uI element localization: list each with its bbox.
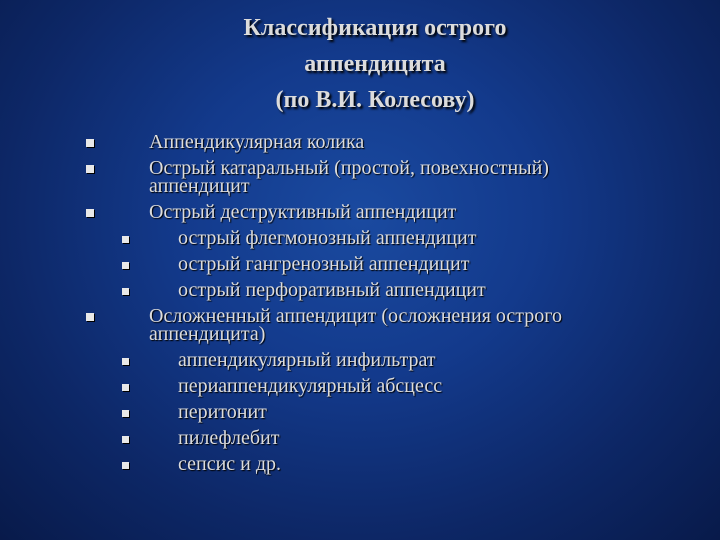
sub-list-item xyxy=(0,226,658,250)
title-line-3: (по В.И. Колесову) xyxy=(275,87,475,113)
list-item-text-continuation: аппендицита) xyxy=(149,323,266,345)
square-bullet-icon xyxy=(86,139,94,147)
square-bullet-icon xyxy=(122,358,129,365)
list-item-text: перитонит xyxy=(178,401,267,423)
sub-list-item xyxy=(0,348,658,372)
sub-list-item xyxy=(0,452,658,476)
list-item-text: сепсис и др. xyxy=(178,453,282,475)
square-bullet-icon xyxy=(122,462,129,469)
list-item-text: острый гангренозный аппендицит xyxy=(178,253,470,275)
bullet-list xyxy=(0,128,720,476)
list-item-text: Аппендикулярная колика xyxy=(149,131,365,153)
sub-list-item xyxy=(0,426,658,450)
list-item-text: аппендикулярный инфильтрат xyxy=(178,349,436,371)
sub-list-item xyxy=(0,252,658,276)
square-bullet-icon xyxy=(122,436,129,443)
list-item-text: острый перфоративный аппендицит xyxy=(178,279,486,301)
list-item xyxy=(0,130,649,154)
square-bullet-icon xyxy=(86,209,94,217)
sub-list-item xyxy=(0,278,658,302)
square-bullet-icon xyxy=(86,313,94,321)
list-item-text: пилефлебит xyxy=(178,427,280,449)
list-item xyxy=(0,156,649,198)
square-bullet-icon xyxy=(122,384,129,391)
title-line-1: Классификация острого xyxy=(243,15,507,41)
list-item xyxy=(0,200,649,224)
sub-list-item xyxy=(0,374,658,398)
list-item-text: Осложненный аппендицит (осложнения острого xyxy=(149,305,562,327)
title-line-2: аппендицита xyxy=(304,51,446,77)
square-bullet-icon xyxy=(86,165,94,173)
square-bullet-icon xyxy=(122,236,129,243)
slide-title xyxy=(150,10,600,118)
list-item-text: острый флегмонозный аппендицит xyxy=(178,227,477,249)
list-item-text: Острый деструктивный аппендицит xyxy=(149,201,457,223)
square-bullet-icon xyxy=(122,288,129,295)
sub-list-item xyxy=(0,400,658,424)
list-item xyxy=(0,304,649,346)
list-item-text: Острый катаральный (простой, повехностный) xyxy=(149,157,549,179)
square-bullet-icon xyxy=(122,262,129,269)
square-bullet-icon xyxy=(122,410,129,417)
list-item-text: периаппендикулярный абсцесс xyxy=(178,375,443,397)
list-item-text-continuation: аппендицит xyxy=(149,175,250,197)
